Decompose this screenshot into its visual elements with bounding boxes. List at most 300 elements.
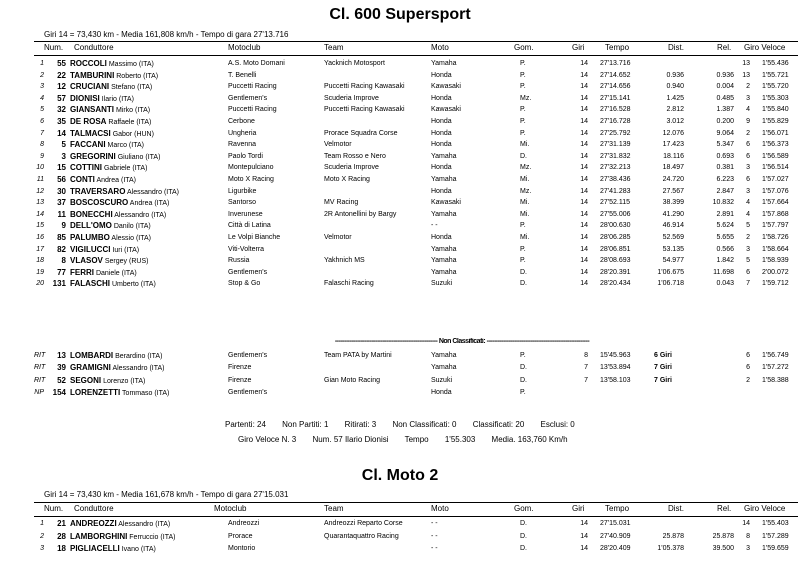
rider-surname: COTTINI — [70, 163, 102, 173]
fastest-lap-time: 1'55.829 — [762, 117, 789, 125]
gap-leader: 46.914 — [662, 222, 684, 230]
table-row — [0, 93, 800, 105]
position: 7 — [40, 129, 44, 137]
motoclub: Gentlemen's — [228, 268, 268, 276]
fastest-lap-number: 2 — [746, 233, 750, 241]
race-time: 27'38.436 — [600, 175, 631, 183]
laps: 14 — [580, 545, 588, 553]
race-time: 27'31.832 — [600, 152, 631, 160]
laps: 14 — [580, 71, 588, 79]
position: 11 — [36, 175, 44, 183]
rider-name — [70, 94, 134, 104]
motoclub: Montepulciano — [228, 164, 274, 172]
tyres: P. — [520, 129, 526, 137]
moto: Yamaha — [431, 268, 457, 276]
laps: 14 — [580, 164, 588, 172]
table-row — [0, 104, 800, 116]
rider-nationality: (ITA) — [143, 72, 159, 80]
rider-number: 14 — [57, 128, 66, 138]
gap-previous: 2.891 — [716, 210, 734, 218]
summary-ritirati: Ritirati: 3 — [344, 420, 377, 429]
table-row — [0, 186, 800, 198]
rider-number: 22 — [57, 70, 66, 80]
team: Scuderia Improve — [324, 94, 379, 102]
table-row — [0, 350, 800, 362]
moto: Yamaha — [431, 257, 457, 265]
tyres: Mi. — [520, 233, 530, 241]
moto: Honda — [431, 164, 452, 172]
gap-leader: 27.567 — [662, 187, 684, 195]
moto: Kawasaki — [431, 83, 461, 91]
tyres: D. — [520, 280, 527, 288]
tyres: Mz. — [520, 164, 532, 172]
rider-number: 56 — [57, 174, 66, 184]
gap-leader: 53.135 — [662, 245, 684, 253]
fastest-lap-time: 1'56.071 — [762, 129, 789, 137]
position: NP — [34, 388, 44, 396]
tyres: P. — [520, 388, 526, 396]
gap-previous: 2.847 — [716, 187, 734, 195]
tyres: D. — [520, 268, 527, 276]
moto: Honda — [431, 71, 452, 79]
rider-number: 77 — [57, 267, 66, 277]
rider-name — [70, 519, 170, 529]
table-row — [0, 232, 800, 244]
rider-nationality: (ITA) — [130, 377, 146, 385]
rider-number: 11 — [57, 209, 66, 219]
race-time: 27'40.909 — [600, 532, 631, 540]
race-time: 27'25.792 — [600, 129, 631, 137]
team: Andreozzi Reparto Corse — [324, 520, 403, 527]
header-tempo: Tempo — [605, 43, 630, 52]
rider-number: 9 — [61, 221, 66, 231]
rider-surname: FERRI — [70, 267, 94, 277]
table-row — [0, 244, 800, 256]
motoclub: Città di Latina — [228, 222, 271, 230]
tyres: P. — [520, 60, 526, 67]
rider-name — [70, 140, 144, 150]
laps: 14 — [580, 187, 588, 195]
motoclub: Firenze — [228, 376, 252, 384]
position: 13 — [36, 199, 44, 207]
rider-nationality: (ITA) — [135, 234, 151, 242]
table-header-moto2 — [34, 502, 798, 517]
header-giro-veloce: Giro Veloce — [744, 504, 786, 513]
fastest-lap-time: 1'57.797 — [762, 222, 789, 230]
race-meta-moto2: Giri 14 = 73,430 km - Media 161,678 km/h - Tempo di gara 27'15.031 — [44, 490, 289, 499]
summary-classificati: Classificati: 20 — [472, 420, 525, 429]
rider-firstname: Berardino — [115, 353, 146, 360]
rider-name — [70, 210, 166, 220]
fastest-lap-number: 3 — [746, 187, 750, 195]
race-time: 13'58.103 — [600, 376, 631, 384]
fastest-lap-time: 1'55.721 — [762, 71, 789, 79]
rider-surname: TRAVERSARO — [70, 186, 126, 196]
rider-firstname: Andrea — [96, 176, 120, 184]
fastest-lap-time: 1'59.712 — [762, 280, 789, 288]
laps: 7 — [584, 364, 588, 372]
gap-leader: 1'06.718 — [657, 280, 684, 288]
moto: Honda — [431, 117, 452, 125]
motoclub: Inverunese — [228, 210, 263, 218]
non-classified-separator: -------------------------------------------------------- Non Classificati: -------------------------------------------------------- — [334, 338, 590, 345]
header-team: Team — [324, 504, 344, 513]
race-time: 28'00.630 — [600, 222, 631, 230]
tyres: Mz. — [520, 187, 532, 195]
gap-previous: 25.878 — [712, 532, 734, 540]
rider-nationality: (ITA) — [120, 176, 137, 184]
position: 10 — [36, 164, 44, 172]
laps: 14 — [580, 175, 588, 183]
fastest-lap-number: 2 — [746, 129, 750, 137]
laps: 14 — [580, 141, 588, 149]
gap-leader: 1'05.378 — [657, 545, 684, 553]
gap-leader: 17.423 — [662, 141, 684, 149]
race-summary — [225, 420, 589, 429]
team: Quarantaquattro Racing — [324, 532, 399, 540]
fastest-lap-rider: Num. 57 Ilario Dionisi — [312, 435, 389, 444]
gap-previous: 0.043 — [716, 280, 734, 288]
race-time: 28'06.285 — [600, 233, 631, 241]
rider-firstname: Alessandro — [112, 365, 148, 373]
team: Yakhnich MS — [324, 257, 365, 265]
table-row — [0, 116, 800, 128]
fastest-lap-time: 2'00.072 — [762, 268, 789, 276]
rider-surname: TAMBURINI — [70, 70, 115, 80]
fastest-lap-number: 8 — [746, 532, 750, 540]
fastest-lap-number: 13 — [742, 60, 750, 67]
table-row — [0, 375, 800, 387]
rider-firstname: Alessandro — [114, 211, 150, 219]
rider-number: 35 — [57, 116, 66, 126]
rider-name — [70, 198, 169, 208]
moto: - - — [431, 532, 438, 540]
rider-name — [70, 233, 151, 243]
header-moto: Moto — [431, 43, 449, 52]
table-row — [0, 174, 800, 186]
moto: Yamaha — [431, 352, 457, 359]
header-rel: Rel. — [717, 43, 732, 52]
rider-firstname: Massimo — [108, 61, 137, 68]
rider-nationality: (ITA) — [145, 153, 161, 161]
rider-firstname: Sergey — [104, 258, 128, 266]
rider-name — [70, 59, 154, 69]
team: Velmotor — [324, 233, 352, 241]
race-time: 27'15.031 — [600, 520, 631, 527]
fastest-lap-time: 1'55.840 — [762, 106, 789, 114]
motoclub: Moto X Racing — [228, 175, 274, 183]
table-row — [0, 387, 800, 399]
results-table-moto2 — [0, 518, 800, 556]
rider-firstname: Marco — [107, 142, 127, 150]
fastest-lap-time: 1'56.514 — [762, 164, 789, 172]
rider-surname: DIONISI — [70, 93, 100, 103]
team: Gian Moto Racing — [324, 376, 381, 384]
fastest-lap-number: 6 — [746, 364, 750, 372]
fastest-lap-number: 5 — [746, 257, 750, 265]
gap-leader: 24.720 — [662, 175, 684, 183]
gap-previous: 9.064 — [716, 129, 734, 137]
header-giro-veloce: Giro Veloce — [744, 43, 786, 52]
rider-number: 82 — [57, 244, 66, 254]
rider-nationality: (ITA) — [147, 353, 163, 360]
table-row — [0, 278, 800, 290]
rider-name — [70, 363, 164, 373]
rider-name — [70, 71, 158, 81]
gap-leader: 41.290 — [662, 210, 684, 218]
rider-nationality: (ITA) — [137, 84, 153, 92]
fastest-lap-time: 1'57.076 — [762, 187, 789, 195]
rider-name — [70, 351, 162, 361]
moto: Yamaha — [431, 210, 457, 218]
rider-number: 30 — [57, 186, 66, 196]
fastest-lap-number: 3 — [746, 164, 750, 172]
table-row — [0, 518, 800, 531]
gap-previous: 5.655 — [716, 233, 734, 241]
position: 9 — [40, 152, 44, 160]
team: Puccetti Racing Kawasaki — [324, 106, 405, 114]
position: 1 — [40, 520, 44, 527]
table-row — [0, 209, 800, 221]
tyres: P. — [520, 352, 526, 359]
fastest-lap-time: 1'58.388 — [762, 376, 789, 384]
motoclub: Le Volpi Bianche — [228, 233, 281, 241]
rider-name — [70, 245, 139, 255]
position: 14 — [36, 210, 44, 218]
motoclub: Andreozzi — [228, 520, 260, 527]
laps-down: 7 Giri — [654, 376, 672, 384]
laps: 14 — [580, 520, 588, 527]
rider-name — [70, 82, 152, 92]
gap-previous: 0.693 — [716, 152, 734, 160]
motoclub: T. Benelli — [228, 71, 257, 79]
rider-nationality: (RUS) — [129, 258, 149, 266]
motoclub: A.S. Moto Domani — [228, 60, 285, 67]
position: 20 — [36, 280, 44, 288]
gap-leader: 3.012 — [666, 117, 684, 125]
fastest-lap-time: 1'55.303 — [444, 435, 476, 444]
gap-leader: 12.076 — [662, 129, 684, 137]
rider-number: 13 — [57, 351, 66, 360]
gap-previous: 1.842 — [716, 257, 734, 265]
gap-previous: 5.347 — [716, 141, 734, 149]
fastest-lap-time: 1'55.720 — [762, 83, 789, 91]
laps-down: 6 Giri — [654, 352, 672, 359]
laps: 14 — [580, 106, 588, 114]
moto: Suzuki — [431, 376, 453, 384]
header-gom: Gom. — [514, 43, 534, 52]
fastest-lap-time: 1'55.403 — [762, 520, 789, 527]
rider-surname: DELL'OMO — [70, 221, 112, 231]
gap-leader: 0.936 — [666, 71, 684, 79]
header-gom: Gom. — [514, 504, 534, 513]
race-time: 28'08.693 — [600, 257, 631, 265]
header-dist: Dist. — [668, 504, 684, 513]
fastest-lap-number: 6 — [746, 268, 750, 276]
rider-nationality: (ITA) — [138, 61, 154, 68]
rider-firstname: Stefano — [111, 84, 136, 92]
header-moto: Moto — [431, 504, 449, 513]
rider-surname: GRAMIGNI — [70, 363, 111, 373]
race-time: 28'06.851 — [600, 245, 631, 253]
rider-name — [70, 268, 137, 278]
gap-leader: 2.812 — [666, 106, 684, 114]
rider-nationality: (ITA) — [132, 165, 148, 173]
rider-name — [70, 388, 169, 398]
race-time: 15'45.963 — [600, 352, 631, 359]
moto: Honda — [431, 94, 452, 102]
moto: - - — [431, 222, 438, 230]
fastest-lap-number: 2 — [746, 83, 750, 91]
gap-previous: 0.566 — [716, 245, 734, 253]
rider-firstname: Gabriele — [103, 165, 131, 173]
laps: 14 — [580, 83, 588, 91]
fastest-lap-number: 6 — [746, 352, 750, 359]
rider-name — [70, 129, 154, 139]
fastest-lap-label: Giro Veloce N. 3 — [238, 435, 297, 444]
tyres: Mi. — [520, 199, 530, 207]
position: RIT — [34, 352, 46, 359]
header-num: Num. — [44, 43, 64, 52]
table-row — [0, 362, 800, 374]
team: MV Racing — [324, 199, 359, 207]
position: 5 — [40, 106, 44, 114]
team: Yacknich Motosport — [324, 60, 385, 67]
header-num: Num. — [44, 504, 64, 513]
tyres: D. — [520, 376, 527, 384]
header-motoclub: Motoclub — [214, 504, 247, 513]
rider-nationality: (ITA) — [128, 142, 144, 150]
fastest-lap-time: 1'58.664 — [762, 245, 789, 253]
rider-name — [70, 175, 136, 185]
rider-number: 85 — [57, 232, 66, 242]
rider-firstname: Giuliano — [117, 153, 144, 161]
rider-surname: CONTI — [70, 174, 95, 184]
motoclub: Ligurbike — [228, 187, 257, 195]
rider-firstname: Ferruccio — [129, 533, 159, 541]
rider-nationality: (ITA) — [124, 246, 140, 254]
rider-nationality: (ITA) — [163, 188, 180, 196]
fastest-lap-time: 1'56.749 — [762, 352, 789, 359]
laps: 14 — [580, 199, 588, 207]
rider-number: 131 — [52, 279, 66, 289]
rider-nationality: (ITA) — [121, 269, 137, 277]
race-time: 27'14.652 — [600, 71, 631, 79]
rider-nationality: (ITA) — [135, 107, 151, 115]
motoclub: Russia — [228, 257, 250, 265]
race-time: 27'13.716 — [600, 60, 631, 67]
header-motoclub: Motoclub — [228, 43, 261, 52]
team: 2R Antonellini by Bargy — [324, 210, 397, 218]
fastest-lap-number: 6 — [746, 152, 750, 160]
summary-esclusi: Esclusi: 0 — [540, 420, 575, 429]
tyres: Mi. — [520, 175, 530, 183]
rider-nationality: (ITA) — [140, 546, 156, 554]
rider-number: 154 — [52, 387, 66, 397]
rider-firstname: Lorenzo — [103, 377, 129, 385]
fastest-lap-time: 1'57.868 — [762, 210, 789, 218]
gap-previous: 1.387 — [716, 106, 734, 114]
fastest-lap-time: 1'55.436 — [762, 60, 789, 67]
fastest-lap-time: 1'56.589 — [762, 152, 789, 160]
fastest-lap-time: 1'58.939 — [762, 257, 789, 265]
header-giri: Giri — [572, 504, 585, 513]
position: 12 — [36, 187, 44, 195]
tyres: D. — [520, 152, 527, 160]
rider-surname: CRUCIANI — [70, 82, 110, 92]
tyres: P. — [520, 222, 526, 230]
rider-name — [70, 279, 156, 289]
rider-number: 21 — [57, 519, 66, 528]
rider-surname: PIGLIACELLI — [70, 544, 120, 554]
rider-surname: LAMBORGHINI — [70, 531, 128, 541]
gap-previous: 0.004 — [716, 83, 734, 91]
header-conduttore: Conduttore — [74, 43, 114, 52]
header-giri: Giri — [572, 43, 585, 52]
fastest-lap-number: 4 — [746, 106, 750, 114]
rider-number: 18 — [57, 544, 66, 554]
position: RIT — [34, 364, 46, 372]
moto: Suzuki — [431, 280, 453, 288]
fastest-lap-number: 5 — [746, 222, 750, 230]
tyres: D. — [520, 364, 527, 372]
race-time: 13'53.894 — [600, 364, 631, 372]
fastest-lap-number: 3 — [746, 94, 750, 102]
rider-surname: GREGORINI — [70, 151, 116, 161]
position: 15 — [36, 222, 44, 230]
laps: 14 — [580, 60, 588, 67]
rider-number: 32 — [57, 105, 66, 115]
rider-name — [70, 187, 179, 197]
class-title-supersport: Cl. 600 Supersport — [329, 6, 471, 23]
gap-previous: 10.832 — [712, 199, 734, 207]
moto: Yamaha — [431, 364, 457, 372]
rider-nationality: (ITA) — [149, 365, 165, 373]
table-row — [0, 162, 800, 174]
laps: 14 — [580, 245, 588, 253]
fastest-lap-number: 7 — [746, 280, 750, 288]
team: Puccetti Racing Kawasaki — [324, 83, 405, 91]
fastest-lap-number: 6 — [746, 175, 750, 183]
table-row — [0, 255, 800, 267]
rider-surname: VIGILUCCI — [70, 244, 111, 254]
table-row — [0, 543, 800, 556]
moto: Honda — [431, 388, 452, 396]
rider-name — [70, 117, 151, 127]
laps: 14 — [580, 129, 588, 137]
motoclub: Gentlemen's — [228, 388, 268, 396]
rider-number: 5 — [61, 140, 66, 150]
race-time: 28'20.391 — [600, 268, 631, 276]
laps: 8 — [584, 352, 588, 359]
rider-nationality: (ITA) — [118, 95, 134, 103]
moto: Kawasaki — [431, 106, 461, 114]
motoclub: Paolo Tordi — [228, 152, 263, 160]
fastest-lap-number: 4 — [746, 199, 750, 207]
position: 2 — [40, 532, 44, 540]
rider-firstname: Raffaele — [108, 118, 135, 126]
motoclub: Puccetti Racing — [228, 106, 277, 114]
tyres: Mz. — [520, 94, 532, 102]
rider-nationality: (ITA) — [160, 533, 176, 541]
rider-firstname: Tommaso — [122, 389, 153, 397]
summary-non-partiti: Non Partiti: 1 — [282, 420, 329, 429]
rider-nationality: (ITA) — [140, 281, 156, 289]
table-row — [0, 128, 800, 140]
fastest-lap-time: 1'57.272 — [762, 364, 789, 372]
laps: 14 — [580, 210, 588, 218]
race-time: 27'15.141 — [600, 94, 631, 102]
